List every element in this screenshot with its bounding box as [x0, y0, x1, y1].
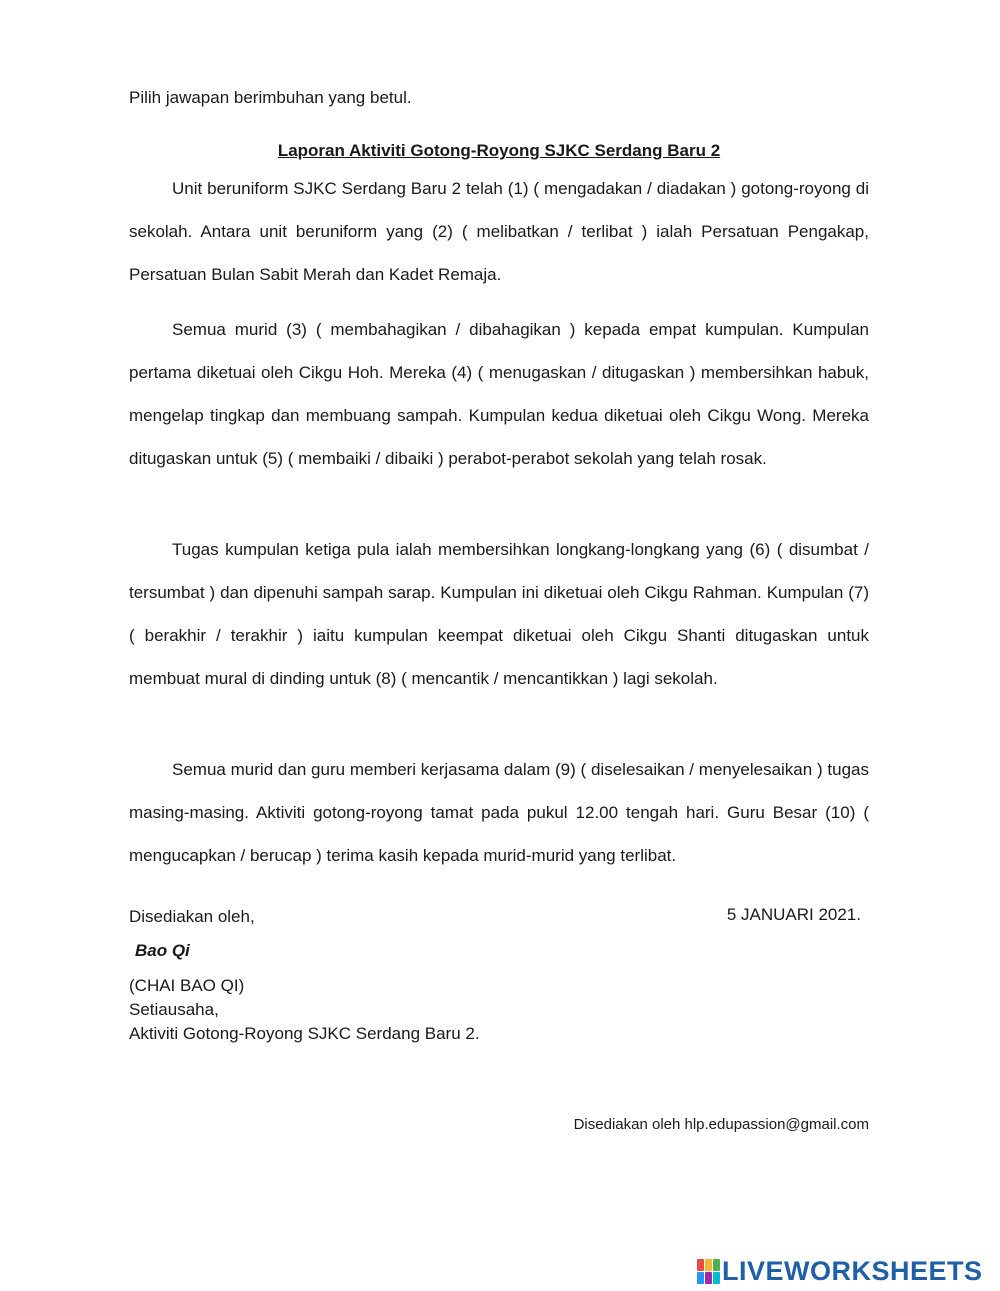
logo-square — [697, 1272, 704, 1284]
logo-square — [697, 1259, 704, 1271]
signature: Bao Qi — [135, 941, 190, 960]
report-date: 5 JANUARI 2021. — [726, 905, 861, 924]
organization-name: Aktiviti Gotong-Royong SJKC Serdang Baru 2. — [129, 1024, 480, 1043]
liveworksheets-brand[interactable] — [697, 1255, 983, 1287]
signature-block — [129, 905, 480, 1046]
position-title: Setiausaha, — [129, 1000, 219, 1019]
paragraph-2: Semua murid (3) ( membahagikan / dibahagikan ) kepada empat kumpulan. Kumpulan pertama diketuai oleh Cikgu Hoh. Mereka (4) ( menugaskan / ditugaskan ) membersihkan habuk, mengelap tingkap dan membuang sampah. Kumpulan kedua diketuai oleh Cikgu Wong. Mereka ditugaskan untuk (5) ( membaiki / dibaiki ) perabot-perabot sekolah yang telah rosak. — [129, 320, 869, 468]
liveworksheets-logo-icon — [697, 1259, 719, 1283]
report-title: Laporan Aktiviti Gotong-Royong SJKC Serdang Baru 2 — [277, 141, 721, 160]
paragraph-3: Tugas kumpulan ketiga pula ialah membersihkan longkang-longkang yang (6) ( disumbat / tersumbat ) dan dipenuhi sampah sarap. Kumpulan ini diketuai oleh Cikgu Rahman. Kumpulan (7) ( berakhir / terakhir ) iaitu kumpulan keempat diketuai oleh Cikgu Shanti ditugaskan untuk membuat mural di dinding untuk (8) ( mencantik / mencantikkan ) lagi sekolah. — [129, 540, 869, 688]
instruction-text: Pilih jawapan berimbuhan yang betul. — [129, 88, 412, 107]
paragraph-4: Semua murid dan guru memberi kerjasama dalam (9) ( diselesaikan / menyelesaikan ) tugas masing-masing. Aktiviti gotong-royong tamat pada pukul 12.00 tengah hari. Guru Besar (10) ( mengucapkan / berucap ) terima kasih kepada murid-murid yang terlibat. — [129, 760, 869, 865]
logo-square — [705, 1259, 712, 1271]
logo-square — [713, 1272, 720, 1284]
paragraph-1: Unit beruniform SJKC Serdang Baru 2 telah (1) ( mengadakan / diadakan ) gotong-royong di sekolah. Antara unit beruniform yang (2) ( melibatkan / terlibat ) ialah Persatuan Pengakap, Persatuan Bulan Sabit Merah dan Kadet Remaja. — [129, 179, 869, 284]
full-name: (CHAI BAO QI) — [129, 976, 245, 995]
logo-square — [713, 1259, 720, 1271]
credit-line: Disediakan oleh hlp.edupassion@gmail.com — [573, 1116, 869, 1133]
prepared-by-label: Disediakan oleh, — [129, 907, 255, 926]
logo-square — [705, 1272, 712, 1284]
liveworksheets-wordmark: LIVEWORKSHEETS — [722, 1255, 983, 1286]
